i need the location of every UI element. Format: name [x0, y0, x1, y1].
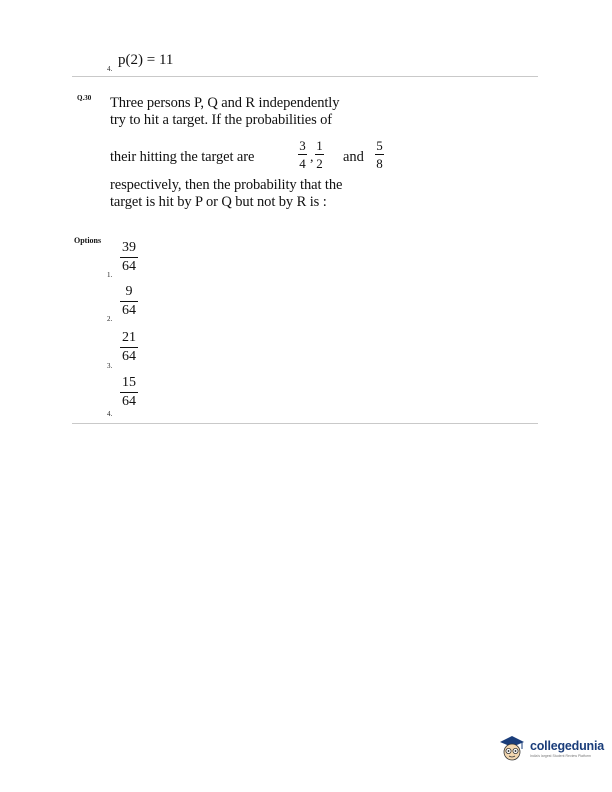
logo-name: collegedunia	[530, 738, 605, 753]
fraction-p-numerator: 3	[299, 138, 306, 153]
options-label: Options	[74, 236, 102, 245]
fraction-p-denominator: 4	[299, 156, 306, 171]
option-4-number: 4.	[107, 410, 113, 418]
fraction-r-numerator: 5	[376, 138, 383, 153]
fraction-bar	[120, 257, 138, 258]
question-line-3: their hitting the target are	[110, 149, 255, 165]
option-3-fraction[interactable]	[120, 331, 138, 364]
divider-top	[72, 76, 538, 77]
option-4-denominator: 64	[122, 394, 136, 409]
connector-and: and	[343, 149, 364, 165]
fraction-q-numerator: 1	[316, 138, 323, 153]
option-2-number: 2.	[107, 315, 113, 323]
prev-option-number: 4.	[107, 65, 113, 73]
prev-option-text: p(2) = 11	[118, 52, 174, 68]
option-4-numerator: 15	[122, 375, 136, 390]
collegedunia-logo	[497, 733, 604, 763]
question-line-5: target is hit by P or Q but not by R is :	[110, 194, 327, 210]
fraction-r-denominator: 8	[376, 156, 383, 171]
fraction-bar	[315, 154, 324, 155]
option-3-denominator: 64	[122, 349, 136, 364]
option-2-fraction[interactable]	[120, 285, 138, 318]
fraction-bar	[120, 301, 138, 302]
option-4-fraction[interactable]	[120, 376, 138, 409]
question-number: Q.30	[77, 94, 92, 102]
divider-bottom	[72, 423, 538, 424]
fraction-separator: ,	[310, 150, 314, 165]
fraction-q	[315, 139, 324, 170]
question-line-2: try to hit a target. If the probabilities of	[110, 112, 333, 128]
fraction-bar	[120, 347, 138, 348]
option-1-fraction[interactable]	[120, 241, 138, 274]
fraction-bar	[120, 392, 138, 393]
fraction-bar	[298, 154, 307, 155]
option-3-number: 3.	[107, 362, 113, 370]
fraction-r	[375, 139, 384, 170]
logo-tagline: India's largest Student Review Platform	[530, 753, 591, 758]
mascot-icon	[497, 733, 527, 763]
option-2-denominator: 64	[122, 303, 136, 318]
fraction-q-denominator: 2	[316, 156, 323, 171]
question-line-4: respectively, then the probability that the	[110, 177, 343, 193]
option-1-number: 1.	[107, 271, 113, 279]
fraction-p	[298, 139, 307, 170]
fraction-bar	[375, 154, 384, 155]
option-2-numerator: 9	[125, 284, 133, 299]
option-1-numerator: 39	[122, 240, 136, 255]
option-1-denominator: 64	[122, 259, 136, 274]
question-line-1: Three persons P, Q and R independently	[110, 95, 340, 111]
option-3-numerator: 21	[122, 330, 136, 345]
